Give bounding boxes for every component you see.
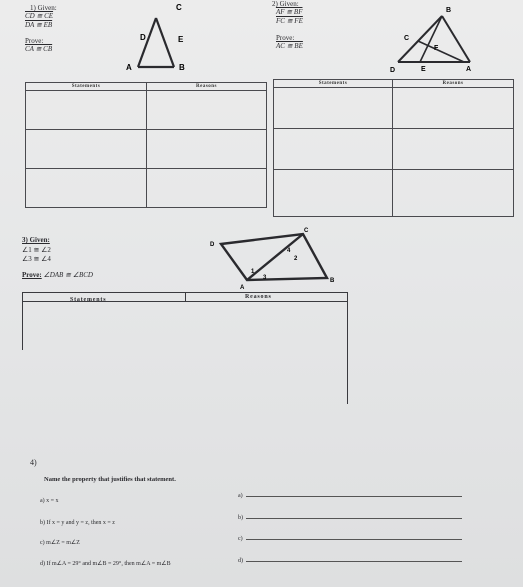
p2-label-f: F <box>434 45 439 52</box>
p3-table-divider <box>185 292 186 302</box>
p3-col-reasons: Reasons <box>245 294 272 300</box>
p4-answer-label-c: c) <box>238 536 243 542</box>
p1-reason-cell[interactable] <box>147 91 267 130</box>
p2-given-2: FC ≅ FE <box>276 17 303 25</box>
p1-label-b: B <box>179 63 185 72</box>
p1-col-statements: Statements <box>26 83 147 91</box>
p2-label-a: A <box>466 66 472 73</box>
p4-number: 4) <box>30 458 37 467</box>
p3-prove-1: ∠DAB ≅ ∠BCD <box>43 271 93 279</box>
p4-answer-label-b: b) <box>238 515 243 521</box>
p2-col-statements: Statements <box>274 80 393 88</box>
p2-reason-cell[interactable] <box>393 88 514 129</box>
p2-statement-cell[interactable] <box>274 129 393 170</box>
p2-proof-table <box>273 79 514 217</box>
p3-angle-1: 1 <box>251 269 255 275</box>
p4-question-d: d) If m∠A = 29° and m∠B = 29°, then m∠A = m∠B <box>40 561 171 567</box>
p2-statement-cell[interactable] <box>274 88 393 129</box>
p1-given-2: DA ≅ EB <box>25 21 53 29</box>
p3-proof-area[interactable] <box>24 303 345 403</box>
p4-question-a: a) x = x <box>40 498 59 504</box>
p3-angle-2: 2 <box>294 256 298 262</box>
p4-answer-label-d: d) <box>238 558 243 564</box>
p1-statement-cell[interactable] <box>26 91 147 130</box>
p1-col-reasons: Reasons <box>147 83 267 91</box>
p4-question-c: c) m∠Z = m∠Z <box>40 540 80 546</box>
p3-label-b: B <box>330 278 335 284</box>
p4-answer-line-c[interactable] <box>246 539 462 540</box>
p3-table-right-border <box>347 292 348 404</box>
p1-label-c: C <box>176 3 182 12</box>
p3-table-left-border <box>22 292 23 350</box>
p4-answer-line-d[interactable] <box>246 561 462 562</box>
p3-given-1: ∠1 ≅ ∠2 <box>22 246 51 254</box>
p2-prove-label: Prove: <box>276 34 295 42</box>
p2-reason-cell[interactable] <box>393 170 514 217</box>
p2-label-e: E <box>421 66 426 73</box>
p2-given-label: 2) Given: <box>272 0 299 8</box>
p4-instruction: Name the property that justifies that statement. <box>44 476 176 483</box>
p1-given-1: CD ≅ CE <box>25 12 54 20</box>
p1-label-d: D <box>140 33 146 42</box>
p1-proof-table <box>25 82 267 208</box>
p3-given-label: 3) Given: <box>22 236 50 244</box>
p3-col-statements: Statements <box>70 297 107 303</box>
p2-col-reasons: Reasons <box>393 80 514 88</box>
p2-statement-cell[interactable] <box>274 170 393 217</box>
p3-label-d: D <box>210 242 215 248</box>
p4-answer-line-b[interactable] <box>246 518 462 519</box>
p1-label-a: A <box>126 63 132 72</box>
p3-angle-3: 3 <box>263 275 267 281</box>
p4-answer-line-a[interactable] <box>246 496 462 497</box>
p4-answer-label-a: a) <box>238 493 243 499</box>
p3-prove-label: Prove: <box>22 271 42 279</box>
p2-given-1: AF ≅ BF <box>276 8 303 16</box>
p1-statement-cell[interactable] <box>26 169 147 208</box>
p3-angle-4: 4 <box>287 248 291 254</box>
p1-prove-1: CA ≅ CB <box>25 45 53 53</box>
p1-label-e: E <box>178 35 184 44</box>
p2-reason-cell[interactable] <box>393 129 514 170</box>
p3-label-c: C <box>304 228 309 234</box>
p4-question-b: b) If x = y and y = z, then x = z <box>40 520 115 526</box>
p3-parallelogram-diagram <box>205 222 340 292</box>
p1-statement-cell[interactable] <box>26 130 147 169</box>
p1-reason-cell[interactable] <box>147 169 267 208</box>
p2-prove-1: AC ≅ BE <box>276 42 303 50</box>
p1-prove-label: Prove: <box>25 37 44 45</box>
p1-given-label: 1) Given: <box>30 4 57 12</box>
p2-triangle-diagram <box>384 0 484 76</box>
p3-label-a: A <box>240 285 245 291</box>
p3-given-2: ∠3 ≅ ∠4 <box>22 255 51 263</box>
p2-label-c: C <box>404 35 410 42</box>
p1-triangle-diagram <box>115 0 225 80</box>
p2-label-d: D <box>390 67 396 74</box>
p2-label-b: B <box>446 7 452 14</box>
p1-reason-cell[interactable] <box>147 130 267 169</box>
